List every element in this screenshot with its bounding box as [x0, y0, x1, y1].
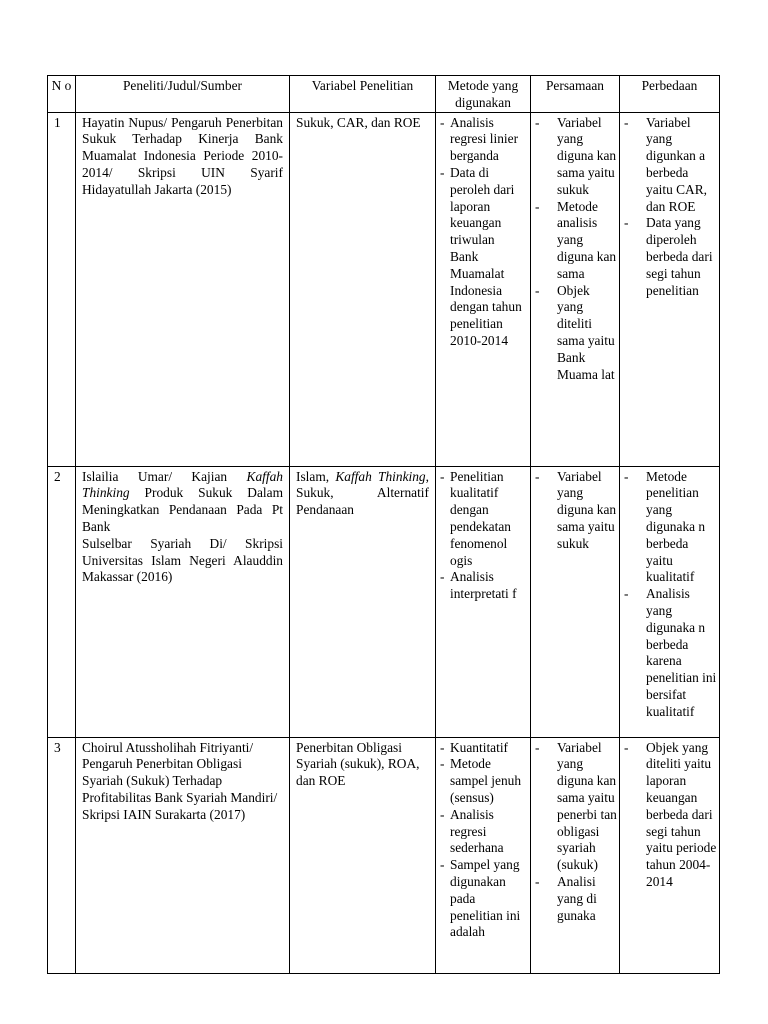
perbedaan-cell: [620, 737, 720, 973]
list-item: - Metode penelitian yang digunaka n berbeda yaitu kualitatif: [624, 469, 717, 587]
list-item: - Variabel yang diguna kan sama yaitu sukuk: [535, 115, 617, 199]
peneliti-text: Islailia Umar/ Kajian: [82, 468, 247, 484]
variabel-cell: Sukuk, CAR, dan ROE: [290, 112, 436, 466]
header-no: N o: [48, 76, 76, 113]
list-item: - Variabel yang diguna kan sama yaitu sukuk: [535, 469, 617, 553]
list-item: - Metode analisis yang diguna kan sama: [535, 199, 617, 283]
list-item: - Variabel yang digunkan a berbeda yaitu CAR, dan ROE: [624, 115, 717, 216]
peneliti-cell: [76, 466, 290, 737]
header-perbedaan: Perbedaan: [620, 76, 720, 113]
list-item: - Objek yang diteliti sama yaitu Bank Muama lat: [535, 283, 617, 384]
variabel-cell: [290, 466, 436, 737]
list-item: - Analisis yang digunaka n berbeda karena penelitian ini bersifat kualitatif: [624, 586, 717, 720]
peneliti-cell: Hayatin Nupus/ Pengaruh Penerbitan Sukuk Terhadap Kinerja Bank Muamalat Indonesia Periode 2010-2014/ Skripsi UIN Syarif Hidayatullah Jakarta (2015): [76, 112, 290, 466]
variabel-cell: Penerbitan Obligasi Syariah (sukuk), ROA, dan ROE: [290, 737, 436, 973]
list-item: - Metode sampel jenuh (sensus): [440, 756, 526, 806]
row-number: 3: [48, 737, 76, 973]
list-item: - Penelitian kualitatif dengan pendekatan fenomenol ogis: [440, 469, 526, 570]
table-row: [48, 737, 720, 973]
comparison-table: [47, 75, 720, 974]
list-item: - Kuantitatif: [440, 740, 526, 757]
peneliti-text: Produk Sukuk Dalam Meningkatkan Pendanaan Pada Pt Bank: [82, 485, 283, 534]
table-row: [48, 112, 720, 466]
header-peneliti: Peneliti/Judul/Sumber: [76, 76, 290, 113]
persamaan-cell: [531, 466, 620, 737]
list-item: - Analisis interpretati f: [440, 569, 526, 603]
list-item: - Variabel yang diguna kan sama yaitu penerbi tan obligasi syariah (sukuk): [535, 740, 617, 874]
list-item: - Analisis regresi sederhana: [440, 807, 526, 857]
header-row: [48, 76, 720, 113]
metode-cell: [436, 737, 531, 973]
list-item: - Objek yang diteliti yaitu laporan keuangan berbeda dari segi tahun yaitu periode tahun 2004-2014: [624, 740, 717, 891]
peneliti-cell: Choirul Atussholihah Fitriyanti/ Pengaruh Penerbitan Obligasi Syariah (Sukuk) Terhadap Profitabilitas Bank Syariah Mandiri/ Skripsi IAIN Surakarta (2017): [76, 737, 290, 973]
peneliti-italic-text: Kaffah Thinking: [82, 468, 283, 501]
variabel-text: , Sukuk, Alternatif Pendanaan: [296, 468, 429, 518]
list-item: - Sampel yang digunakan pada penelitian ini adalah: [440, 857, 526, 941]
list-item: - Analisis regresi linier berganda: [440, 115, 526, 165]
list-item: - Analisi yang di gunaka: [535, 874, 617, 924]
row-number: 1: [48, 112, 76, 466]
list-item: - Data yang diperoleh berbeda dari segi tahun penelitian: [624, 215, 717, 299]
header-persamaan: Persamaan: [531, 76, 620, 113]
row-number: 2: [48, 466, 76, 737]
variabel-italic-text: Kaffah Thinking: [335, 468, 426, 484]
persamaan-cell: [531, 112, 620, 466]
perbedaan-cell: [620, 112, 720, 466]
metode-cell: [436, 112, 531, 466]
persamaan-cell: [531, 737, 620, 973]
header-variabel: Variabel Penelitian: [290, 76, 436, 113]
header-metode: Metode yang digunakan: [436, 76, 531, 113]
metode-cell: [436, 466, 531, 737]
table-row: [48, 466, 720, 737]
variabel-text: Islam,: [296, 468, 336, 484]
perbedaan-cell: [620, 466, 720, 737]
list-item: - Data di peroleh dari laporan keuangan triwulan Bank Muamalat Indonesia dengan tahun penelitian 2010-2014: [440, 165, 526, 350]
peneliti-text: Sulselbar Syariah Di/ Skripsi Universitas Islam Negeri Alauddin Makassar (2016): [82, 535, 283, 585]
